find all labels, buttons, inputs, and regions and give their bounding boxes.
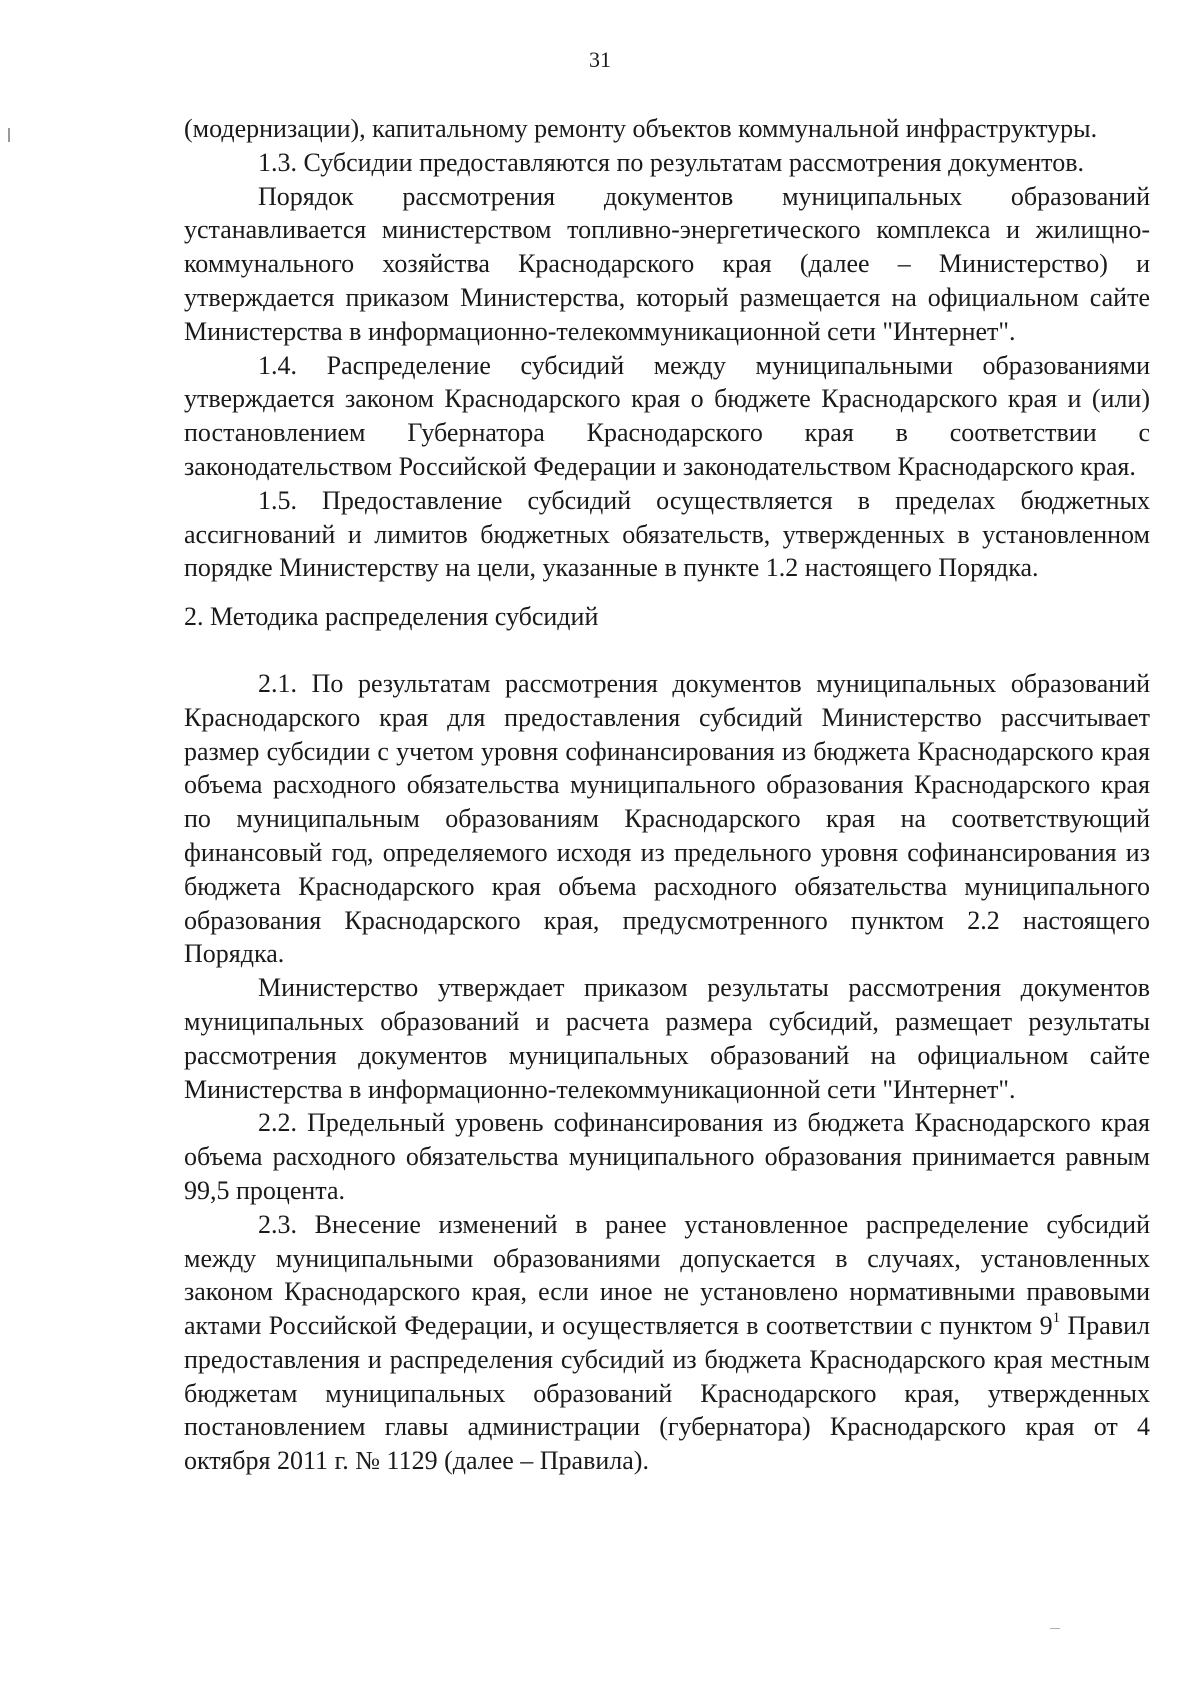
page-number: 31 <box>589 47 611 72</box>
paragraph-review-procedure: Порядок рассмотрения документов муниципальных образований устанавливается министерством топливно-энергетического комплекса и жилищно-коммунального хозяйства Краснодарского края (далее – Министерство) и утверждается приказом Министерства, который размещается на официальном сайте Министерства в информационно-телекоммуникационной сети "Интернет". <box>184 181 1150 346</box>
paragraph-2-2: 2.2. Предельный уровень софинансирования из бюджета Краснодарского края объема расходного обязательства муниципального образования принимается равным 99,5 процента. <box>184 1108 1150 1205</box>
corner-scan-mark <box>1050 1628 1060 1629</box>
paragraph-continuation: (модернизации), капитальному ремонту объектов коммунальной инфраструктуры. <box>184 114 1098 143</box>
paragraph-1-5: 1.5. Предоставление субсидий осуществляется в пределах бюджетных ассигнований и лимитов бюджетных обязательств, утвержденных в установленном порядке Министерству на цели, указанные в пункте 1.2 настоящего Порядка. <box>184 485 1150 583</box>
paragraph-1-3: 1.3. Субсидии предоставляются по результатам рассмотрения документов. <box>258 147 1084 177</box>
paragraph-2-3-text: 2.3. Внесение изменений в ранее установленное распределение субсидий между муниципальными образованиями допускается в случаях, установленных законом Краснодарского края, если иное не установлено нормативными правовыми актами Российской Федерации, и осуществляется в соответствии с пунктом 9 <box>184 1209 1150 1341</box>
margin-scan-mark <box>8 128 10 142</box>
paragraph-1-4: 1.4. Распределение субсидий между муниципальными образованиями утверждается законом Краснодарского края о бюджете Краснодарского края и (или) постановлением Губернатора Краснодарского края в соответствии с законодательством Российской Федерации и законодательством Краснодарского края. <box>184 350 1150 481</box>
footnote-superscript: 1 <box>1052 1310 1061 1327</box>
paragraph-2-1: 2.1. По результатам рассмотрения документов муниципальных образований Краснодарского края для предоставления субсидий Министерство рассчитывает размер субсидии с учетом уровня софинансирования из бюджета Краснодарского края объема расходного обязательства муниципального образования Краснодарского края по муниципальным образованиям Краснодарского края на соответствующий финансовый год, определяемого исходя из предельного уровня софинансирования из бюджета Краснодарского края объема расходного обязательства муниципального образования Краснодарского края, предусмотренного пунктом 2.2 настоящего Порядка. <box>184 668 1150 969</box>
section-heading: 2. Методика распределения субсидий <box>184 602 599 632</box>
paragraph-2-3 <box>184 1208 1150 1478</box>
document-body <box>184 112 1150 1478</box>
paragraph-ministry-approval: Министерство утверждает приказом результаты рассмотрения документов муниципальных образований и расчета размера субсидий, размещает результаты рассмотрения документов муниципальных образований на официальном сайте Министерства в информационно-телекоммуникационной сети "Интернет". <box>184 973 1150 1104</box>
paragraph-2-3-text-continued: Правил предоставления и распределения субсидий из бюджета Краснодарского края местным бюджетам муниципальных образований Краснодарского края, утвержденных постановлением главы администрации (губернатора) Краснодарского края от 4 октября 2011 г. № 1129 (далее – Правила). <box>184 1311 1150 1476</box>
